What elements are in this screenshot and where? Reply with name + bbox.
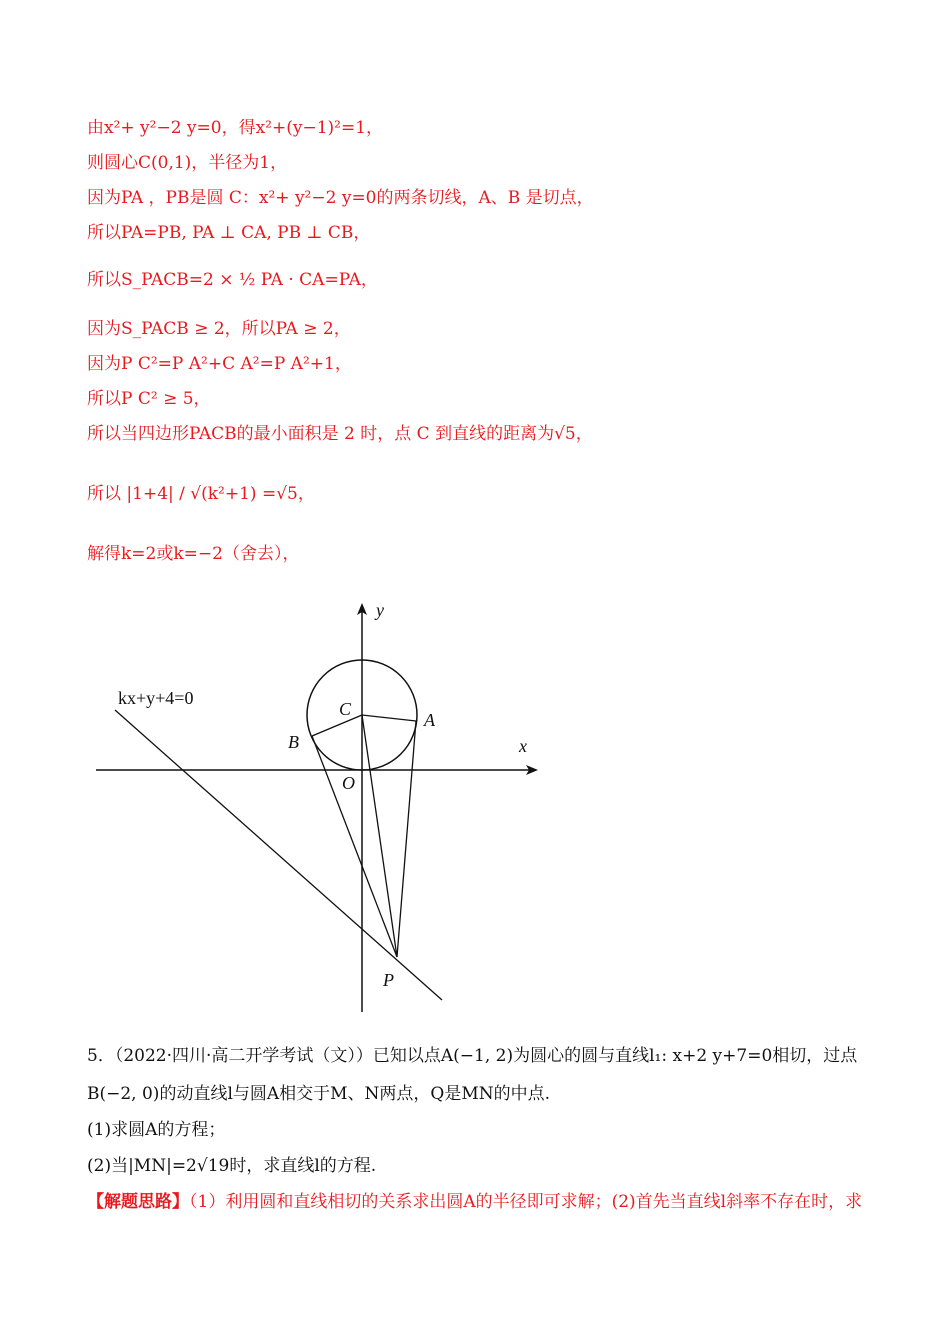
- problem-line-3: (1)求圆A的方程；: [87, 1120, 226, 1140]
- label-line-eq: kx+y+4=0: [118, 688, 194, 708]
- solution-line-6: 因为S_PACB ≥ 2，所以PA ≥ 2，: [87, 319, 351, 339]
- solution-line-11: 解得k=2或k=−2（舍去），: [87, 544, 300, 564]
- hint-line: [87, 1190, 862, 1214]
- hint-text: （1）利用圆和直线相切的关系求出圆A的半径即可求解；(2)首先当直线l斜率不存在时，求: [189, 1192, 863, 1212]
- hint-label: 【解题思路】: [87, 1192, 189, 1212]
- label-x: x: [519, 736, 527, 756]
- solution-line-5: 所以S_PACB=2 × ½ PA · CA=PA，: [87, 270, 378, 290]
- solution-line-2: 则圆心C(0,1)，半径为1，: [87, 153, 288, 173]
- solution-line-7: 因为P C²=P A²+C A²=P A²+1，: [87, 354, 352, 374]
- tangent-pa: [397, 721, 416, 957]
- solution-line-3: 因为PA ，PB是圆 C：x²+ y²−2 y=0的两条切线，A、B 是切点，: [87, 188, 594, 208]
- radius-cb: [312, 715, 362, 736]
- segment-pc: [362, 715, 397, 957]
- problem-line-1: 5．（2022·四川·高二开学考试（文））已知以点A(−1, 2)为圆心的圆与直线l₁: x+2 y+7=0相切，过点: [87, 1046, 858, 1066]
- label-o: O: [342, 773, 355, 793]
- label-y: y: [376, 600, 384, 620]
- solution-line-8: 所以P C² ≥ 5，: [87, 389, 211, 409]
- radius-ca: [362, 715, 416, 721]
- line-k: [115, 710, 442, 1000]
- problem-line-4: (2)当|MN|=2√19时，求直线l的方程.: [87, 1156, 377, 1176]
- label-p: P: [383, 970, 394, 990]
- label-b: B: [288, 732, 299, 752]
- solution-line-4: 所以PA=PB, PA ⊥ CA, PB ⊥ CB，: [87, 223, 371, 243]
- solution-line-10: 所以 |1+4| / √(k²+1) =√5，: [87, 484, 315, 504]
- problem-line-2: B(−2, 0)的动直线l与圆A相交于M、N两点，Q是MN的中点.: [87, 1084, 551, 1104]
- label-a: A: [424, 710, 435, 730]
- geometry-figure: [0, 590, 950, 1020]
- solution-line-1: 由x²+ y²−2 y=0，得x²+(y−1)²=1，: [87, 118, 384, 138]
- label-c: C: [339, 699, 352, 719]
- solution-line-9: 所以当四边形PACB的最小面积是 2 时，点 C 到直线的距离为√5，: [87, 424, 593, 444]
